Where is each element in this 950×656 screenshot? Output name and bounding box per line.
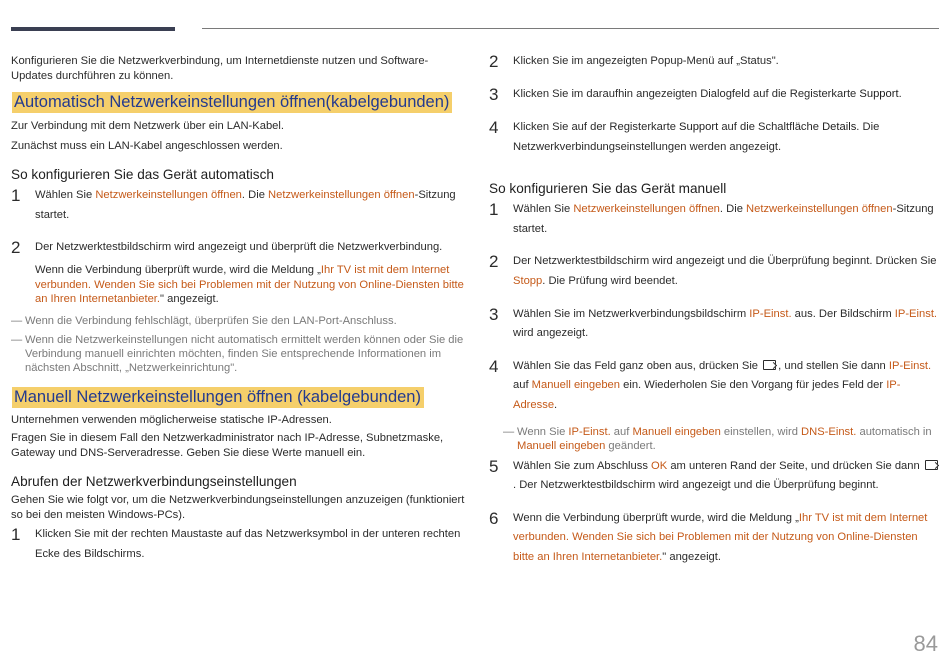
step-number: 1 [11,186,21,205]
step-text: Wählen Sie zum Abschluss OK am unteren Rand der Seite, und drücken Sie dann . Der Netzwerktestbildschirm wird angezeigt und die Überprüfung beginnt. [513,457,941,496]
text-line: Gehen Sie wie folgt vor, um die Netzwerkverbindungseinstellungen anzuzeigen (funktioniert so bei den meisten Windows-PCs). [11,494,465,521]
step-item [11,238,466,258]
page-number: 84 [913,631,938,656]
left-column [11,54,466,564]
step-number: 2 [489,52,499,71]
subheading-auto: So konfigurieren Sie das Gerät automatisch [11,167,274,182]
section-title-manual: Manuell Netzwerkeinstellungen öffnen (kabelgebunden) [12,387,424,408]
section-title-automatic: Automatisch Netzwerkeinstellungen öffnen(kabelgebunden) [12,92,452,113]
step-text: Wählen Sie das Feld ganz oben aus, drücken Sie , und stellen Sie dann IP-Einst. auf Manuell eingeben ein. Wiederholen Sie den Vorgang für jedes Feld der IP-Adresse. [513,359,932,411]
step-text: Wählen Sie Netzwerkeinstellungen öffnen. Die Netzwerkeinstellungen öffnen-Sitzung startet. [35,189,456,221]
text-line: Zur Verbindung mit dem Netzwerk über ein LAN-Kabel. [11,120,284,132]
step-number: 4 [489,356,499,376]
step-number: 3 [489,304,499,324]
step-item [489,118,941,157]
header-rule [202,28,939,29]
enter-key-icon [925,460,938,470]
step-text: Der Netzwerktestbildschirm wird angezeigt und die Überprüfung beginnt. Drücken Sie Stopp. Die Prüfung wird beendet. [513,255,937,287]
step-number: 3 [489,85,499,104]
step-item [489,357,941,416]
header-accent-bar [11,27,175,31]
step-item [489,200,941,239]
step-text: Wählen Sie im Netzwerkverbindungsbildschirm IP-Einst. aus. Der Bildschirm IP-Einst. wird angezeigt. [513,307,938,340]
text-line: Unternehmen verwenden möglicherweise statische IP-Adressen. [11,413,332,426]
step-number: 5 [489,456,499,476]
note-item: ― Wenn Sie IP-Einst. auf Manuell eingeben einstellen, wird DNS-Einst. automatisch in Manuell eingeben geändert. [503,425,932,452]
enter-key-icon [763,360,776,370]
step-item [489,457,941,496]
step-number: 4 [489,118,499,137]
note-item: ― Wenn die Netzwerkeinstellungen nicht automatisch ermittelt werden können oder Sie die Verbindung manuell einrichten möchten, finden Sie entsprechende Informationen im nächsten Abschnitt, „Netzwerkeinrichtung". [11,333,464,374]
step-item [489,509,941,568]
step-text: Der Netzwerktestbildschirm wird angezeigt und überprüft die Netzwerkverbindung. [35,241,443,254]
subheading-network-settings: Abrufen der Netzwerkverbindungseinstellungen [11,474,297,490]
step-number: 2 [489,252,499,272]
success-message: Wenn die Verbindung überprüft wurde, wird die Meldung „Ihr TV ist mit dem Internet verbunden. Wenden Sie sich bei Problemen mit der Nutzung von Online-Diensten bitte an Ihren Internetanbieter." angezeigt. [35,264,464,306]
step-text: Klicken Sie auf der Registerkarte Support auf die Schaltfläche Details. Die Netzwerkverbindungseinstellungen werden angezeigt. [513,121,880,153]
step-item [489,305,941,344]
step-number: 1 [11,525,21,545]
section-automatic [11,92,466,113]
step-text: Klicken Sie im angezeigten Popup-Menü auf „Status". [513,55,779,67]
step-text: Klicken Sie im daraufhin angezeigten Dialogfeld auf die Registerkarte Support. [513,88,902,100]
step-item [489,252,941,291]
text-line: Fragen Sie in diesem Fall den Netzwerkadministrator nach IP-Adresse, Subnetzmaske, Gateway und DNS-Serveradresse. Geben Sie diese Werte manuell ein. [11,432,444,459]
intro-text: Konfigurieren Sie die Netzwerkverbindung, um Internetdienste nutzen und Software-Updates durchführen zu können. [11,55,429,82]
step-number: 1 [489,200,499,220]
step-text: Wählen Sie Netzwerkeinstellungen öffnen. Die Netzwerkeinstellungen öffnen-Sitzung startet. [513,203,934,235]
note-item: ― Wenn die Verbindung fehlschlägt, überprüfen Sie den LAN-Port-Anschluss. [11,314,397,327]
text-line: Zunächst muss ein LAN-Kabel angeschlossen werden. [11,139,283,152]
right-column [489,54,941,568]
step-item [489,85,941,105]
step-item [11,186,466,225]
step-item [11,525,466,564]
step-text: Klicken Sie mit der rechten Maustaste auf das Netzwerksymbol in der unteren rechten Ecke des Bildschirms. [35,528,461,560]
step-number: 2 [11,238,21,258]
subheading-manual: So konfigurieren Sie das Gerät manuell [489,181,727,197]
step-item [489,52,941,72]
step-number: 6 [489,508,499,528]
step-text: Wenn die Verbindung überprüft wurde, wird die Meldung „Ihr TV ist mit dem Internet verbunden. Wenden Sie sich bei Problemen mit der Nutzung von Online-Diensten bitte an Ihren Internetanbieter." angezeigt. [513,511,928,563]
section-manual [11,387,466,408]
